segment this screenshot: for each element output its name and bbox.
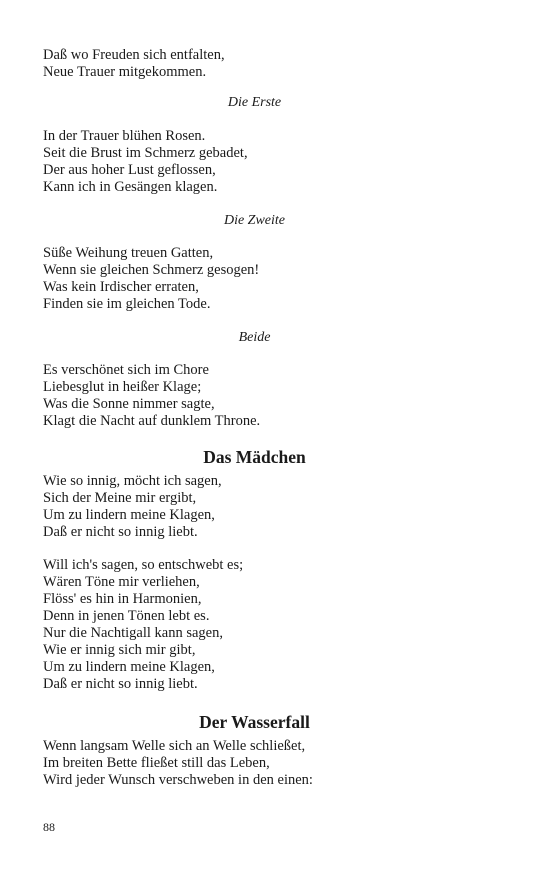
verse-line: Wird jeder Wunsch verschweben in den einen: [43,772,313,788]
verse-line: Der aus hoher Lust geflossen, [43,162,216,178]
verse-line: Nur die Nachtigall kann sagen, [43,625,223,641]
page-body [43,47,473,789]
verse-line: Kann ich in Gesängen klagen. [43,179,218,195]
speaker-label: Die Zweite [223,213,286,228]
verse-line: Wären Töne mir verliehen, [43,574,200,590]
verse-line: Daß er nicht so innig liebt. [43,676,198,692]
verse-line: Flöss' es hin in Harmonien, [43,591,202,607]
speaker-label: Beide [238,330,271,345]
page-number: 88 [43,820,55,834]
stanza [43,47,473,81]
verse-line: Wie er innig sich mir gibt, [43,642,196,658]
stanza [43,557,473,693]
verse-line: Daß wo Freuden sich entfalten, [43,47,225,63]
verse-line: Neue Trauer mitgekommen. [43,64,207,80]
verse-line: Es verschönet sich im Chore [43,362,209,378]
poem-title: Das Mädchen [203,447,306,467]
verse-line: Was die Sonne nimmer sagte, [43,396,215,412]
poem-title: Der Wasserfall [199,712,310,732]
verse-line: Im breiten Bette fließet still das Leben, [43,755,270,771]
verse-line: Daß er nicht so innig liebt. [43,524,198,540]
stanza [43,738,473,789]
verse-line: Wenn langsam Welle sich an Welle schließet, [43,738,306,754]
verse-line: Liebesglut in heißer Klage; [43,379,202,395]
verse-line: Seit die Brust im Schmerz gebadet, [43,145,248,161]
verse-line: Denn in jenen Tönen lebt es. [43,608,210,624]
verse-line: Klagt die Nacht auf dunklem Throne. [43,413,261,429]
stanza [43,362,473,430]
verse-line: Süße Weihung treuen Gatten, [43,245,214,261]
stanza [43,128,473,196]
verse-line: Finden sie im gleichen Tode. [43,296,211,312]
verse-line: Will ich's sagen, so entschwebt es; [43,557,244,573]
verse-line: In der Trauer blühen Rosen. [43,128,206,144]
verse-line: Um zu lindern meine Klagen, [43,507,215,523]
verse-line: Was kein Irdischer erraten, [43,279,199,295]
verse-line: Wie so innig, möcht ich sagen, [43,473,222,489]
verse-line: Um zu lindern meine Klagen, [43,659,215,675]
verse-line: Sich der Meine mir ergibt, [43,490,197,506]
speaker-label: Die Erste [227,95,282,110]
verse-line: Wenn sie gleichen Schmerz gesogen! [43,262,260,278]
stanza [43,473,473,541]
stanza [43,245,473,313]
